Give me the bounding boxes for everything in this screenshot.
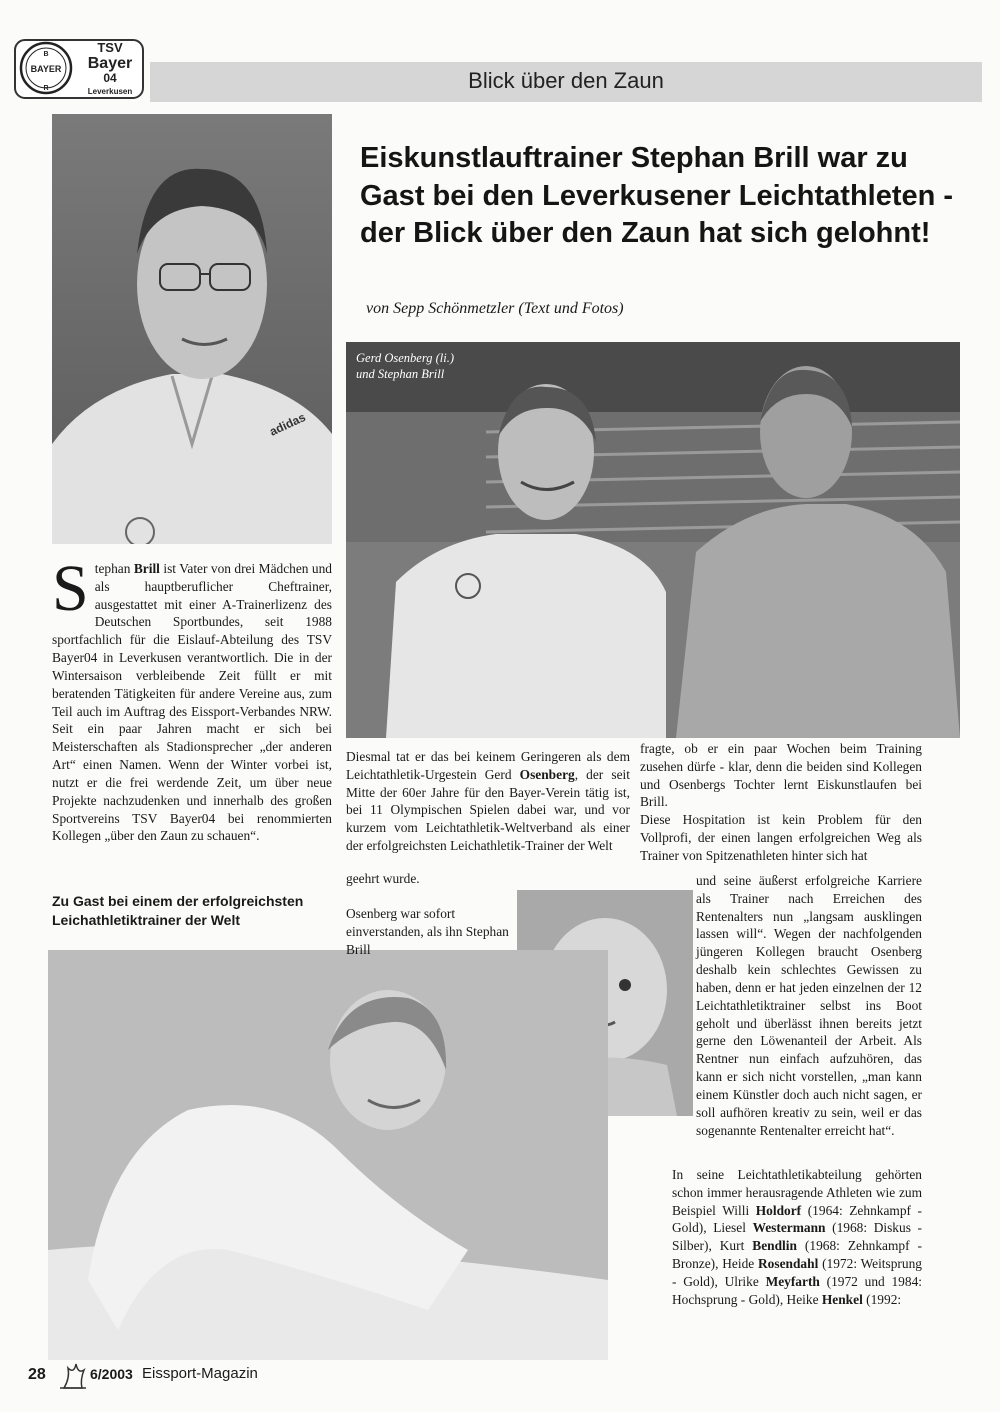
magazine-name: Eissport-Magazin <box>142 1365 258 1382</box>
col3-para-2: Diese Hospitation ist kein Problem für den Vollprofi, der einen langen erfolgreichen Weg als Trainer von Spitzenathleten hinter sich hat <box>640 812 922 863</box>
column-2-text-c: Osenberg war sofort einverstanden, als ihn Stephan Brill <box>346 906 509 957</box>
column-2-text <box>346 748 630 855</box>
photo-portrait-stephan-brill <box>52 114 332 544</box>
athlete-rosendahl: Rosendahl <box>758 1256 819 1272</box>
svg-text:R: R <box>43 85 49 92</box>
svg-text:B: B <box>43 51 49 58</box>
article-headline: Eiskunstlauftrainer Stephan Brill war zu Gast bei den Leverkusener Leichtathleten - der Blick über den Zaun hat sich gelohnt! <box>360 142 954 250</box>
col1-bold-name: Brill <box>133 561 160 576</box>
col3c-text-3: (1968: Diskus - Silber), Kurt <box>672 1220 922 1254</box>
logo-tsv: TSV <box>97 40 123 55</box>
col3-para-1: fragte, ob er ein paar Wochen beim Training zusehen dürfe - klar, denn die beiden sind Kollegen und Osenbergs Tochter lernt Eiskunstlaufen bei Brill. <box>640 741 922 810</box>
article-subhead: Zu Gast bei einem der erfolgreichsten Leichathletiktrainer der Welt <box>52 893 304 928</box>
col3c-text-5: (1972: Weitsprung - Gold), Ulrike <box>672 1256 922 1289</box>
athlete-bendlin: Bendlin <box>752 1238 797 1254</box>
athlete-holdorf: Holdorf <box>755 1202 802 1218</box>
photo-athlete-lying <box>48 950 608 1360</box>
portrait-shirt-logo: adidas <box>267 409 308 439</box>
drop-cap: S <box>52 552 89 625</box>
logo-cross-text: BAYER <box>30 64 62 74</box>
athlete-meyfarth: Meyfarth <box>765 1273 820 1289</box>
col3c-text-2: (1964: Zehnkampf - Gold), Liesel <box>672 1202 922 1236</box>
section-title: Blick über den Zaun <box>468 68 664 93</box>
page-number: 28 <box>28 1366 46 1383</box>
photo-caption <box>356 350 496 383</box>
photo-osenberg-and-brill <box>346 342 960 738</box>
col1-text-rest: ist Vater von drei Mädchen und als hauptberuflicher Cheftrainer, ausgestattet mit einer A-Trainerlizenz des Deutschen Sportbundes, seit 1988 sportfachlich für die Eislauf-Abteilung des TSV Bayer04 in Leverkusen verantwortlich. Die in der Wintersaison verbleibende Zeit füllt er mit beratenden Tätigkeiten für andere Vereine aus, zum Teil auch im Auftrag des Eissport-Verbandes NRW. Seit ein paar Jahren macht er sich bei Meisterschaften als Stadionsprecher „der anderen Art“ einen Namen. Wenn der Winter vorbei ist, nutzt er die frei werdende Zeit, um über neue Projekte nachzudenken und innerhalb des großen Sportvereins TSV Bayer04 bei renommierten Kollegen „über den Zaun zu schauen“. <box>52 561 333 844</box>
athlete-henkel: Henkel <box>821 1291 863 1307</box>
photo-caption-line-1: Gerd Osenberg (li.) <box>356 351 455 365</box>
photo-caption-line-2: und Stephan Brill <box>356 367 445 382</box>
athlete-westermann: Westermann <box>752 1220 826 1236</box>
col3c-text-1: In seine Leichtathletikabteilung gehörten schon immer herausragende Athleten wie zum Beispiel Willi <box>672 1167 922 1218</box>
col2-bold-osenberg: Osenberg <box>519 766 575 782</box>
logo-bayer: Bayer <box>87 55 133 72</box>
column-3-text <box>640 740 922 865</box>
col3c-text-7: (1992: <box>862 1291 902 1307</box>
col3c-text-6: (1972 und 1984: Hochsprung - Gold), Heike <box>672 1273 922 1307</box>
col2-text-start: Diesmal tat er das bei keinem Geringeren als dem Leichtathletik-Urgestein Gerd <box>346 749 630 782</box>
club-logo <box>14 36 144 100</box>
col2-text-rest: , der seit Mitte der 60er Jahre für den Bayer-Verein tätig ist, bei 11 Olympischen Spielen dabei war, und vor kurzem vom Leichtathletik-Weltverband als einer der erfolgreichsten Leichathletik-Trainer der Welt <box>346 766 630 854</box>
logo-city: Leverkusen <box>87 87 133 96</box>
logo-04: 04 <box>103 71 117 85</box>
skater-logo-icon <box>58 1360 88 1390</box>
col3c-text-4: (1968: Zehnkampf - Bronze), Heide <box>672 1238 922 1272</box>
column-1-text <box>52 552 333 845</box>
column-3-text-c <box>672 1166 922 1309</box>
column-2-text-b: geehrt wurde. <box>346 871 420 886</box>
article-byline: von Sepp Schönmetzler (Text und Fotos) <box>366 300 624 317</box>
col1-text-start: tephan <box>94 561 134 576</box>
column-3-text-b: und seine äußerst erfolgreiche Karriere als Trainer nach Erreichen des Rentenalters nun „langsam ausklingen lassen will“. Wegen der nachfolgenden jüngeren Kollegen braucht Osenberg deshalb kein schlechtes Gewissen zu haben, denn er hat jeden einzelnen der 12 Leichtathletiktrainer selbst ins Boot geholt und überlässt ihnen bereits jetzt gerne den Löwenanteil der Arbeit. Als Rentner nun einfach aufzuhören, das kann er sich nicht vorstellen, „man kann einem Künstler doch auch nicht sagen, er soll aufhören kreativ zu sein, weil er das sogenannte Rentenalter erreicht hat“. <box>696 873 922 1138</box>
issue-number: 6/2003 <box>90 1366 133 1382</box>
